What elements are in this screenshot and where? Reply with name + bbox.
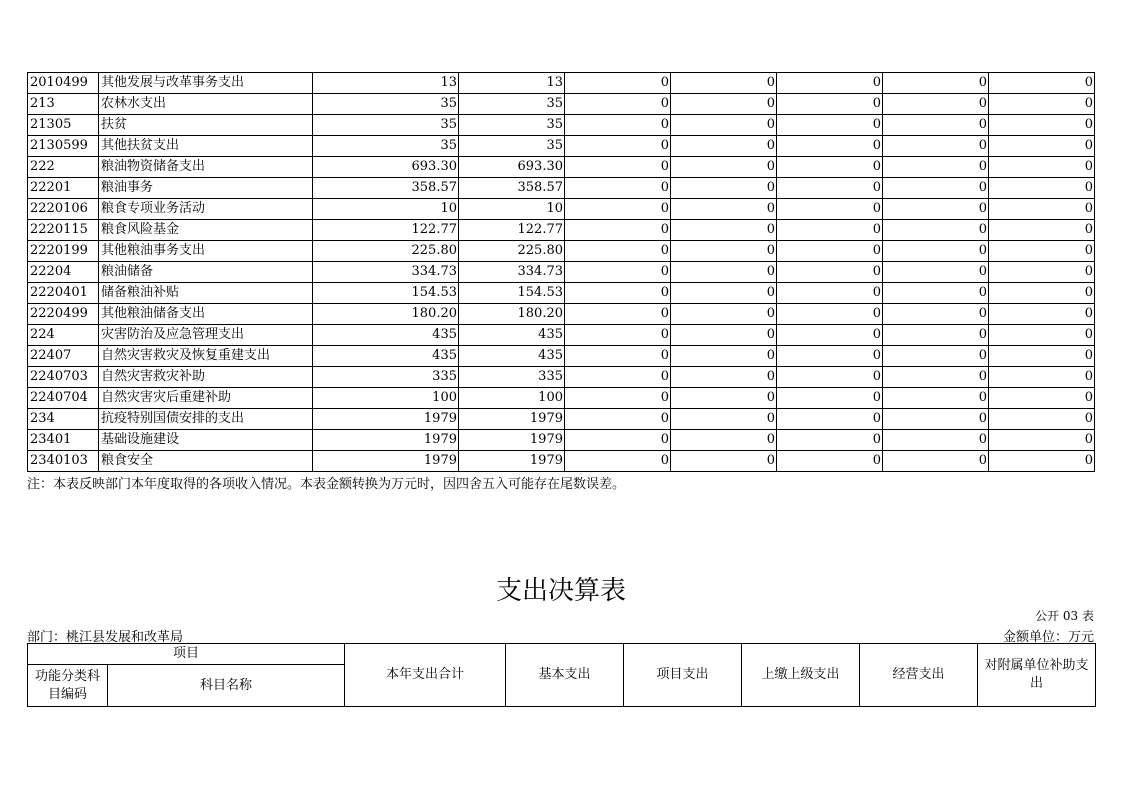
table-row — [28, 157, 1095, 178]
table-row — [28, 220, 1095, 241]
row-value: 0 — [989, 94, 1095, 115]
table-row — [28, 409, 1095, 430]
row-value: 122.77 — [313, 220, 459, 241]
row-code: 2240703 — [28, 367, 99, 388]
row-code: 22204 — [28, 262, 99, 283]
row-name: 其他粮油事务支出 — [99, 241, 313, 262]
row-code: 2130599 — [28, 136, 99, 157]
header-total: 本年支出合计 — [345, 644, 506, 707]
row-name: 灾害防治及应急管理支出 — [99, 325, 313, 346]
row-value: 0 — [671, 283, 777, 304]
header-basic: 基本支出 — [506, 644, 624, 707]
table-row — [28, 367, 1095, 388]
row-value: 0 — [777, 73, 883, 94]
table-body — [28, 73, 1095, 472]
row-value: 0 — [777, 346, 883, 367]
row-code: 213 — [28, 94, 99, 115]
row-value: 0 — [671, 94, 777, 115]
row-value: 335 — [313, 367, 459, 388]
header-project: 项目支出 — [624, 644, 742, 707]
row-value: 0 — [989, 325, 1095, 346]
row-code: 2240704 — [28, 388, 99, 409]
row-value: 0 — [565, 346, 671, 367]
row-value: 0 — [883, 115, 989, 136]
row-value: 0 — [777, 220, 883, 241]
table-row — [28, 241, 1095, 262]
row-value: 10 — [459, 199, 565, 220]
row-code: 22201 — [28, 178, 99, 199]
row-value: 0 — [777, 115, 883, 136]
row-code: 23401 — [28, 430, 99, 451]
row-value: 0 — [671, 409, 777, 430]
row-value: 0 — [671, 73, 777, 94]
row-name: 农林水支出 — [99, 94, 313, 115]
row-value: 693.30 — [459, 157, 565, 178]
row-code: 224 — [28, 325, 99, 346]
row-value: 0 — [989, 199, 1095, 220]
row-value: 0 — [671, 367, 777, 388]
row-value: 0 — [671, 325, 777, 346]
row-value: 0 — [777, 304, 883, 325]
row-value: 0 — [989, 304, 1095, 325]
row-value: 0 — [989, 367, 1095, 388]
row-value: 0 — [777, 367, 883, 388]
row-value: 0 — [989, 283, 1095, 304]
expenditure-table — [27, 643, 1096, 707]
row-value: 0 — [671, 262, 777, 283]
row-value: 0 — [777, 199, 883, 220]
row-name: 粮油储备 — [99, 262, 313, 283]
row-value: 0 — [883, 199, 989, 220]
row-name: 自然灾害救灾及恢复重建支出 — [99, 346, 313, 367]
row-code: 21305 — [28, 115, 99, 136]
row-value: 0 — [883, 283, 989, 304]
header-subsidy: 对附属单位补助支出 — [978, 644, 1096, 707]
row-value: 693.30 — [313, 157, 459, 178]
row-value: 35 — [459, 136, 565, 157]
row-value: 0 — [671, 304, 777, 325]
header-upper: 上缴上级支出 — [742, 644, 860, 707]
row-value: 0 — [565, 199, 671, 220]
row-value: 0 — [565, 304, 671, 325]
row-value: 0 — [777, 94, 883, 115]
row-name: 粮食专项业务活动 — [99, 199, 313, 220]
row-value: 0 — [565, 367, 671, 388]
amount-unit-label: 金额单位：万元 — [1002, 630, 1094, 645]
row-value: 0 — [883, 430, 989, 451]
row-value: 35 — [313, 136, 459, 157]
row-value: 0 — [565, 325, 671, 346]
row-value: 0 — [883, 94, 989, 115]
row-value: 0 — [989, 136, 1095, 157]
row-value: 0 — [565, 430, 671, 451]
row-code: 2340103 — [28, 451, 99, 472]
row-value: 13 — [313, 73, 459, 94]
row-value: 0 — [565, 451, 671, 472]
table-row — [28, 73, 1095, 94]
row-value: 0 — [989, 430, 1095, 451]
row-value: 100 — [313, 388, 459, 409]
row-value: 0 — [883, 241, 989, 262]
row-value: 122.77 — [459, 220, 565, 241]
table-row — [28, 430, 1095, 451]
table-row — [28, 115, 1095, 136]
row-name: 其他扶贫支出 — [99, 136, 313, 157]
row-value: 10 — [313, 199, 459, 220]
row-value: 435 — [313, 325, 459, 346]
row-value: 0 — [565, 94, 671, 115]
table-note: 注：本表反映部门本年度取得的各项收入情况。本表金额转换为万元时，因四舍五入可能存在尾数误差。 — [27, 477, 626, 492]
row-value: 1979 — [313, 409, 459, 430]
row-value: 35 — [313, 94, 459, 115]
row-value: 0 — [989, 220, 1095, 241]
table-row — [28, 283, 1095, 304]
row-value: 0 — [777, 283, 883, 304]
row-value: 35 — [459, 94, 565, 115]
row-value: 154.53 — [459, 283, 565, 304]
row-value: 0 — [989, 346, 1095, 367]
row-value: 0 — [565, 283, 671, 304]
row-value: 1979 — [459, 430, 565, 451]
row-name: 储备粮油补贴 — [99, 283, 313, 304]
row-value: 35 — [313, 115, 459, 136]
table-row — [28, 94, 1095, 115]
row-name: 扶贫 — [99, 115, 313, 136]
row-value: 1979 — [313, 451, 459, 472]
row-value: 0 — [777, 178, 883, 199]
row-value: 0 — [883, 451, 989, 472]
row-value: 0 — [565, 220, 671, 241]
row-value: 0 — [671, 451, 777, 472]
row-value: 435 — [459, 325, 565, 346]
row-value: 0 — [671, 430, 777, 451]
row-code: 222 — [28, 157, 99, 178]
row-value: 0 — [777, 136, 883, 157]
row-code: 2220401 — [28, 283, 99, 304]
revenue-table-continued — [27, 72, 1095, 472]
row-value: 0 — [883, 367, 989, 388]
row-value: 35 — [459, 115, 565, 136]
header-code: 功能分类科目编码 — [28, 665, 108, 707]
row-value: 0 — [883, 325, 989, 346]
header-name: 科目名称 — [108, 665, 345, 707]
row-code: 22407 — [28, 346, 99, 367]
row-value: 0 — [989, 262, 1095, 283]
row-value: 0 — [565, 73, 671, 94]
row-name: 基础设施建设 — [99, 430, 313, 451]
row-value: 0 — [671, 199, 777, 220]
row-name: 粮食风险基金 — [99, 220, 313, 241]
row-value: 334.73 — [459, 262, 565, 283]
row-value: 0 — [565, 262, 671, 283]
row-code: 2220199 — [28, 241, 99, 262]
table-row — [28, 304, 1095, 325]
row-value: 0 — [777, 409, 883, 430]
header-operating: 经营支出 — [860, 644, 978, 707]
row-value: 154.53 — [313, 283, 459, 304]
row-value: 0 — [883, 409, 989, 430]
row-value: 0 — [989, 409, 1095, 430]
row-value: 0 — [671, 388, 777, 409]
row-value: 0 — [565, 178, 671, 199]
row-value: 0 — [671, 220, 777, 241]
row-name: 自然灾害灾后重建补助 — [99, 388, 313, 409]
row-value: 0 — [565, 409, 671, 430]
row-code: 2220106 — [28, 199, 99, 220]
row-value: 0 — [671, 178, 777, 199]
row-value: 0 — [989, 157, 1095, 178]
table-row — [28, 451, 1095, 472]
row-value: 0 — [883, 157, 989, 178]
row-value: 358.57 — [313, 178, 459, 199]
row-value: 335 — [459, 367, 565, 388]
row-value: 180.20 — [459, 304, 565, 325]
row-value: 0 — [989, 178, 1095, 199]
row-code: 2010499 — [28, 73, 99, 94]
row-value: 0 — [671, 241, 777, 262]
row-value: 0 — [777, 262, 883, 283]
row-value: 1979 — [459, 451, 565, 472]
row-value: 0 — [989, 115, 1095, 136]
row-value: 0 — [989, 241, 1095, 262]
page-title: 支出决算表 — [495, 576, 626, 606]
row-value: 358.57 — [459, 178, 565, 199]
row-value: 0 — [777, 157, 883, 178]
department-label: 部门：桃江县发展和改革局 — [27, 630, 184, 645]
row-value: 0 — [777, 325, 883, 346]
row-value: 0 — [777, 430, 883, 451]
row-value: 0 — [565, 241, 671, 262]
row-value: 180.20 — [313, 304, 459, 325]
row-value: 100 — [459, 388, 565, 409]
row-value: 435 — [313, 346, 459, 367]
row-value: 0 — [883, 178, 989, 199]
row-value: 1979 — [313, 430, 459, 451]
table-number: 公开 03 表 — [1035, 609, 1094, 623]
row-value: 0 — [883, 346, 989, 367]
row-value: 0 — [777, 241, 883, 262]
table-row — [28, 262, 1095, 283]
row-value: 0 — [777, 388, 883, 409]
row-value: 0 — [565, 115, 671, 136]
row-value: 334.73 — [313, 262, 459, 283]
row-value: 0 — [989, 388, 1095, 409]
row-value: 0 — [883, 304, 989, 325]
table-row — [28, 346, 1095, 367]
row-value: 435 — [459, 346, 565, 367]
row-value: 0 — [565, 388, 671, 409]
row-value: 0 — [883, 220, 989, 241]
row-value: 0 — [989, 451, 1095, 472]
row-name: 其他粮油储备支出 — [99, 304, 313, 325]
row-value: 0 — [671, 136, 777, 157]
table-row — [28, 136, 1095, 157]
row-name: 粮油物资储备支出 — [99, 157, 313, 178]
row-value: 0 — [989, 73, 1095, 94]
row-value: 1979 — [459, 409, 565, 430]
row-name: 粮食安全 — [99, 451, 313, 472]
row-code: 234 — [28, 409, 99, 430]
row-value: 0 — [671, 157, 777, 178]
table-row — [28, 325, 1095, 346]
row-value: 0 — [883, 73, 989, 94]
table-row — [28, 199, 1095, 220]
row-value: 0 — [883, 388, 989, 409]
row-value: 0 — [883, 262, 989, 283]
table-row — [28, 388, 1095, 409]
row-value: 0 — [777, 451, 883, 472]
row-name: 其他发展与改革事务支出 — [99, 73, 313, 94]
row-code: 2220499 — [28, 304, 99, 325]
row-value: 13 — [459, 73, 565, 94]
row-code: 2220115 — [28, 220, 99, 241]
row-value: 0 — [883, 136, 989, 157]
row-value: 225.80 — [459, 241, 565, 262]
row-value: 225.80 — [313, 241, 459, 262]
row-value: 0 — [565, 157, 671, 178]
header-item: 项目 — [28, 644, 345, 665]
table-row — [28, 178, 1095, 199]
row-name: 自然灾害救灾补助 — [99, 367, 313, 388]
row-name: 抗疫特别国债安排的支出 — [99, 409, 313, 430]
row-name: 粮油事务 — [99, 178, 313, 199]
row-value: 0 — [565, 136, 671, 157]
row-value: 0 — [671, 346, 777, 367]
row-value: 0 — [671, 115, 777, 136]
